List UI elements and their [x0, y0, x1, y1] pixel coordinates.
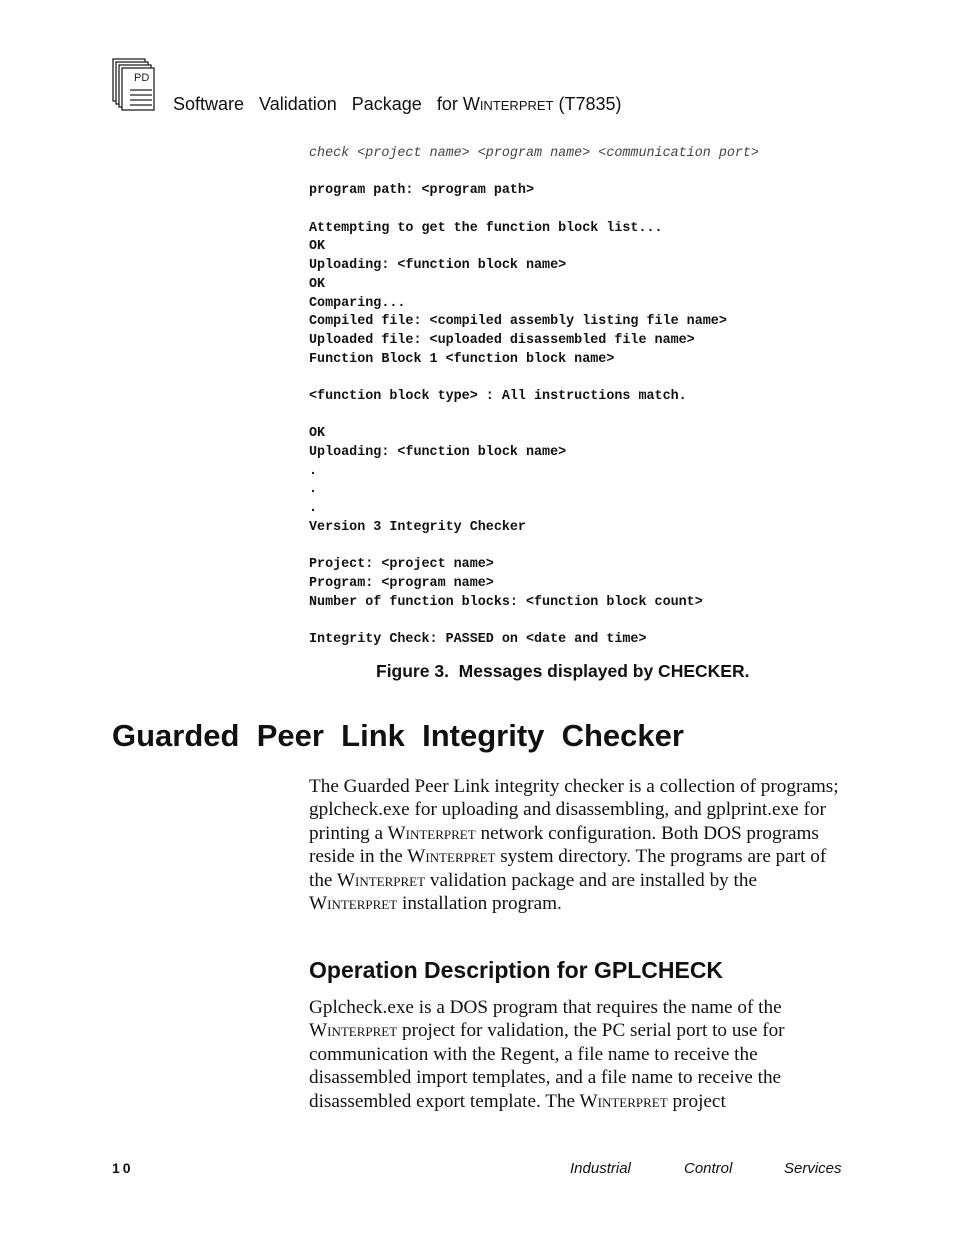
paragraph-text: The Guarded Peer Link integrity checker is a collection of programs; gplcheck.exe for uploading and disassembling, and gplprint.exe for printing a W	[309, 776, 839, 844]
paragraph-text: project for validation, the PC serial port to use for communication with the Regent, a file name to receive the disassembled import templates, and a file name to receive the disassembled export template. The W	[309, 1020, 785, 1112]
smallcaps-term: interpret	[327, 1020, 398, 1042]
footer-word-services: Services	[784, 1160, 842, 1177]
page-number: 10	[112, 1160, 134, 1176]
logo-text: PD	[134, 72, 150, 84]
code-line: Version 3 Integrity Checker	[309, 519, 526, 535]
smallcaps-term: interpret	[327, 893, 398, 915]
code-line: .	[309, 482, 318, 498]
section-paragraph-intro	[309, 775, 849, 915]
code-line: Project: <project name>	[309, 557, 494, 573]
code-line: Function Block 1 <function block name>	[309, 351, 615, 367]
code-line: Program: <program name>	[309, 575, 494, 591]
header-title-smallcaps: interpret	[479, 94, 554, 114]
code-line: Attempting to get the function block list...	[309, 220, 663, 236]
smallcaps-term: interpret	[597, 1090, 668, 1112]
code-line: OK	[309, 426, 326, 442]
header-title-suffix: (T7835)	[553, 94, 622, 114]
code-line: .	[309, 463, 318, 479]
pd-document-stack-icon	[112, 58, 156, 112]
code-blank-line	[309, 201, 759, 220]
smallcaps-term: interpret	[355, 869, 426, 891]
running-header	[173, 94, 622, 115]
code-line: OK	[309, 239, 326, 255]
footer-word-control: Control	[684, 1160, 733, 1177]
section-title: Guarded Peer Link Integrity Checker	[112, 718, 684, 753]
paragraph-text: network configuration. Both DOS programs reside in the W	[309, 822, 819, 868]
code-line: Integrity Check: PASSED on <date and time>	[309, 631, 647, 647]
footer-word-industrial: Industrial	[570, 1160, 631, 1177]
code-blank-line	[309, 407, 759, 426]
checker-messages-listing	[309, 145, 759, 650]
code-line: Number of function blocks: <function block count>	[309, 594, 703, 610]
code-line: Uploading: <function block name>	[309, 445, 567, 460]
subsection-title: Operation Description for GPLCHECK	[309, 957, 724, 983]
header-title-prefix: Software Validation Package for W	[173, 94, 480, 114]
paragraph-text: validation package and are installed by the W	[309, 869, 757, 915]
code-line: <function block type> : All instructions match.	[309, 388, 687, 404]
paragraph-text: project	[667, 1090, 726, 1112]
code-line: OK	[309, 276, 326, 292]
paragraph-text: system directory. The programs are part of the W	[309, 846, 827, 891]
paragraph-text: Gplcheck.exe is a DOS program that requires the name of the W	[309, 997, 782, 1042]
paragraph-text: installation program.	[397, 893, 562, 915]
smallcaps-term: interpret	[425, 846, 496, 868]
smallcaps-term: interpret	[405, 822, 476, 844]
subsection-paragraph-operation	[309, 996, 849, 1113]
code-blank-line	[309, 612, 759, 631]
code-blank-line	[309, 537, 759, 556]
figure-caption: Figure 3. Messages displayed by CHECKER.	[376, 661, 750, 681]
code-line: check <project name> <program name> <communication port>	[309, 146, 759, 161]
code-line: Comparing...	[309, 295, 406, 311]
code-line: .	[309, 501, 318, 517]
code-line: Uploaded file: <uploaded disassembled file name>	[309, 332, 695, 348]
code-line: program path: <program path>	[309, 183, 534, 199]
code-blank-line	[309, 369, 759, 388]
code-line: Uploading: <function block name>	[309, 258, 567, 274]
code-blank-line	[309, 164, 759, 183]
code-line: Compiled file: <compiled assembly listing file name>	[309, 314, 727, 330]
